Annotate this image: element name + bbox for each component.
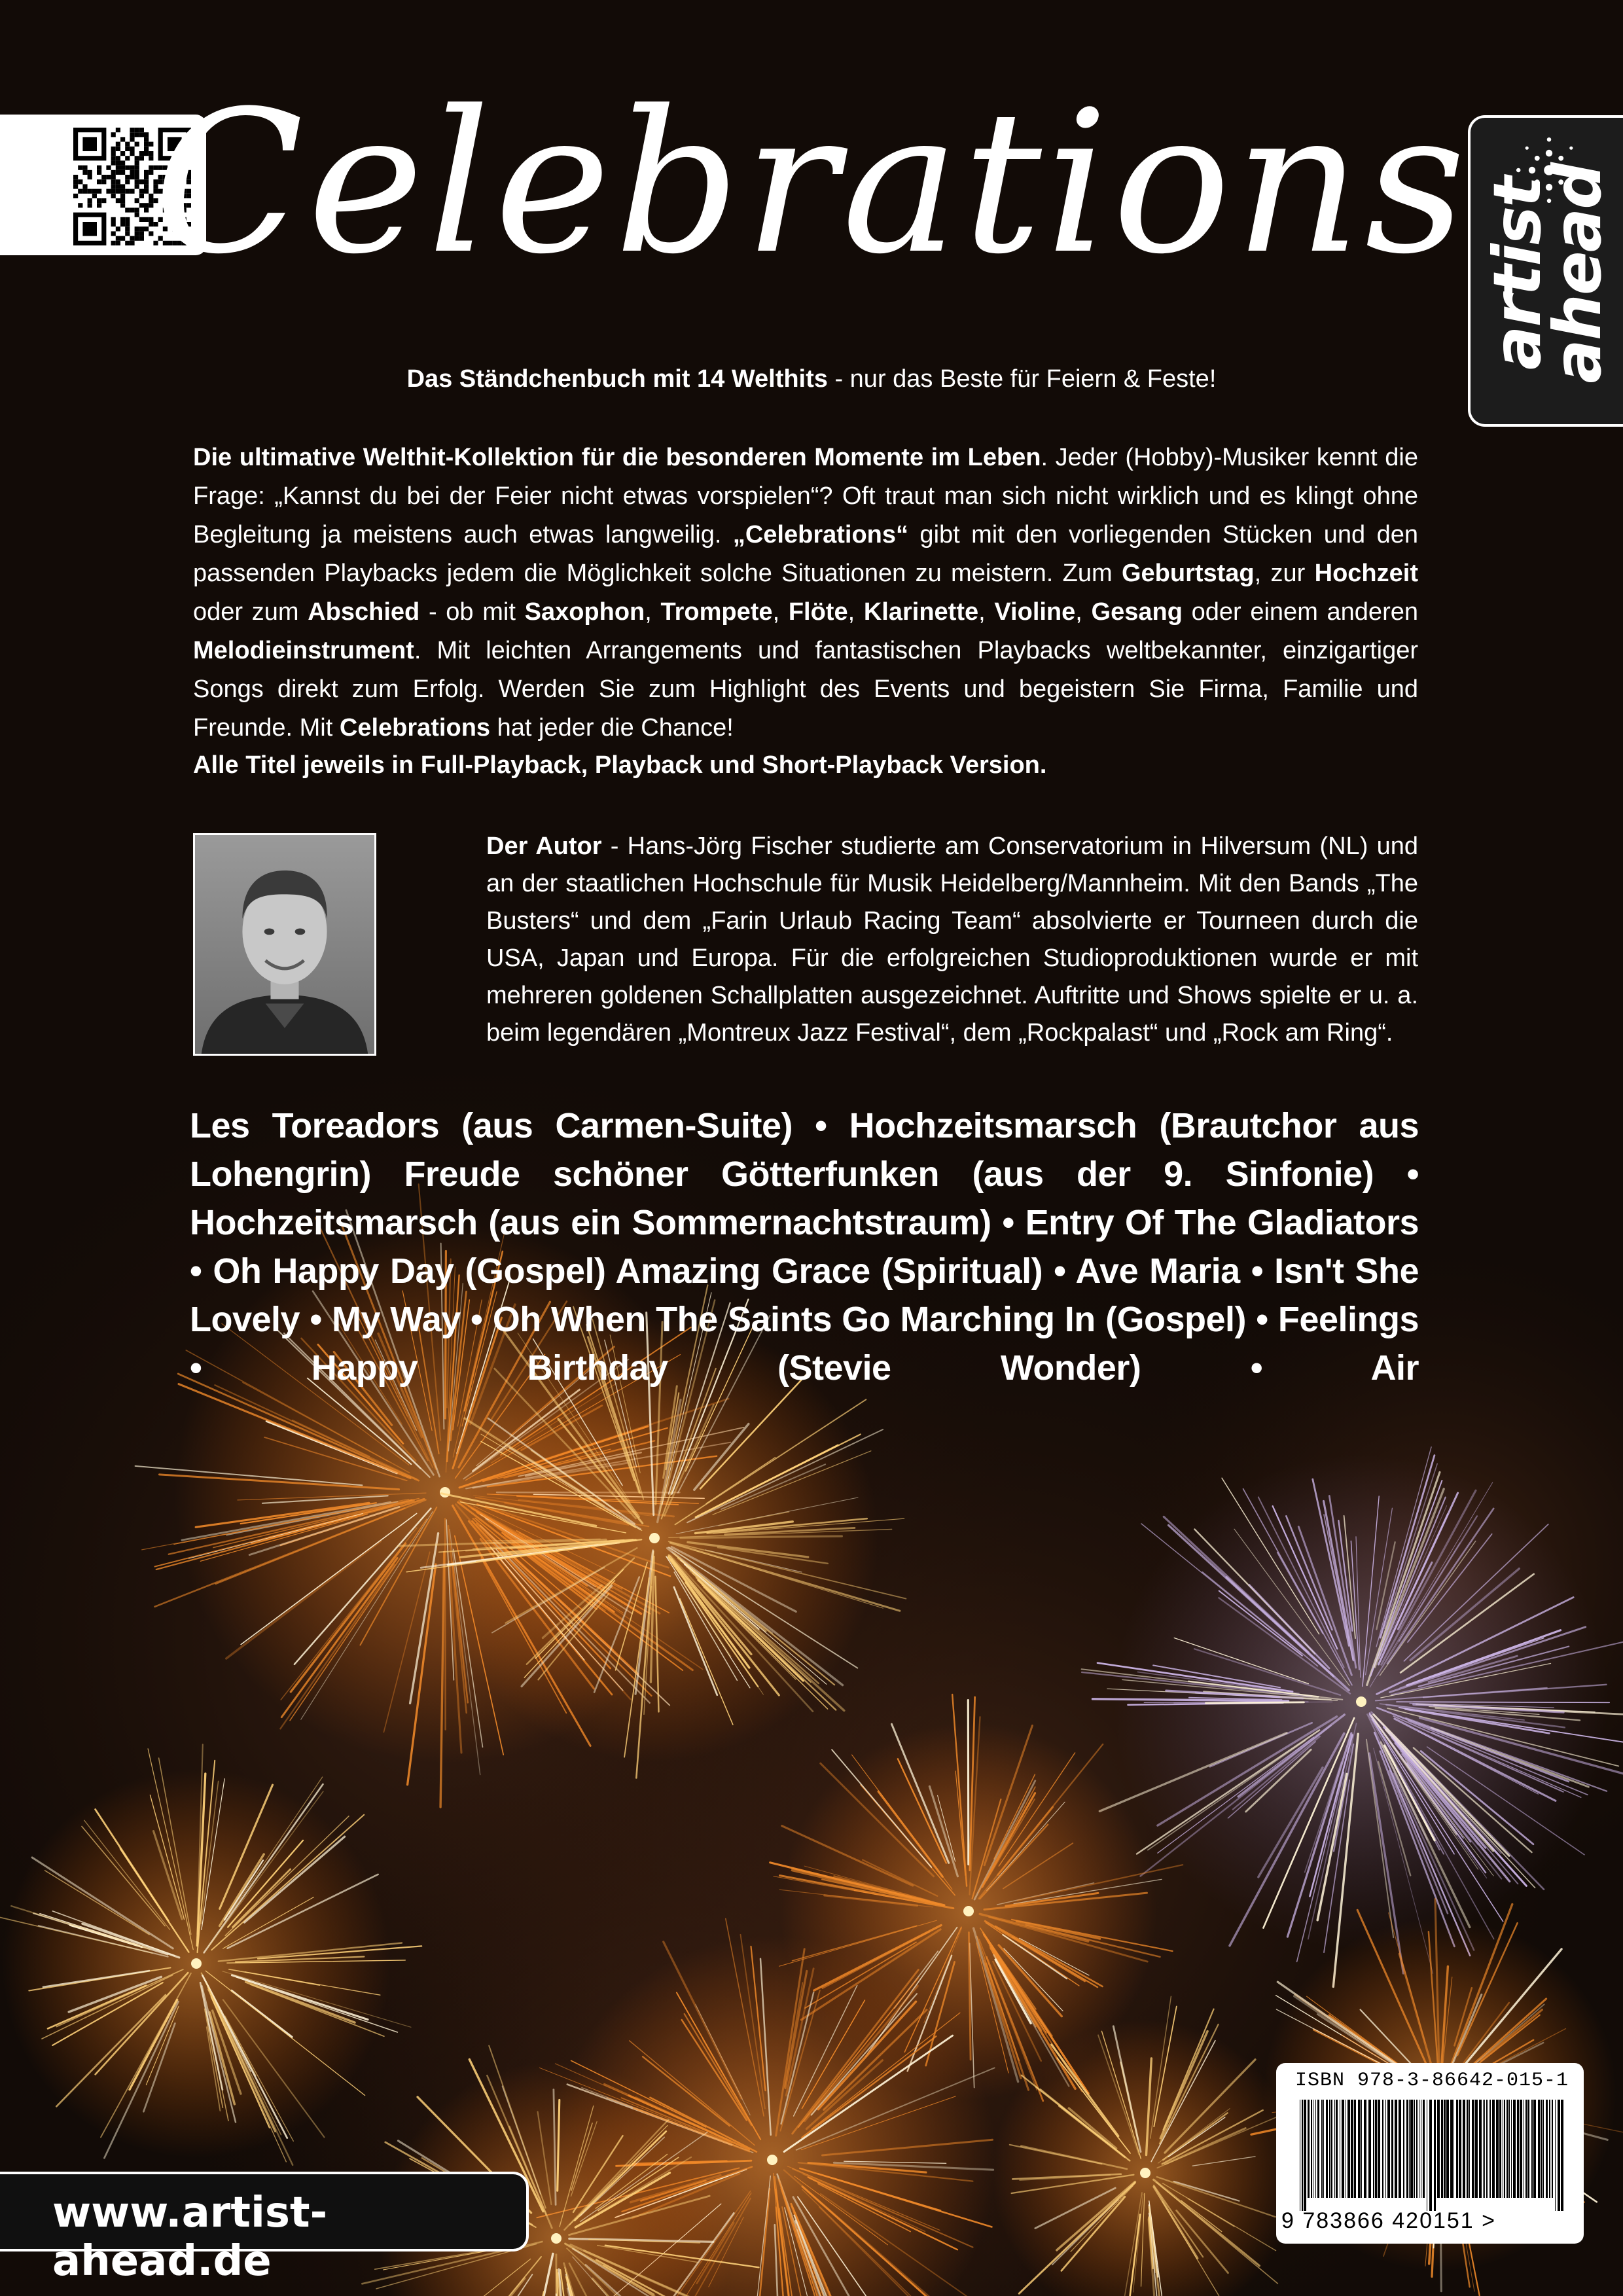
isbn-barcode xyxy=(1276,2063,1584,2244)
website-badge[interactable] xyxy=(0,2172,529,2286)
barcode-bars xyxy=(1294,2100,1568,2211)
logo-line-artist: artist xyxy=(1479,177,1556,370)
author-label: Der Autor xyxy=(486,833,602,860)
playback-note: Alle Titel jeweils in Full-Playback, Playback und Short-Playback Version. xyxy=(193,751,1047,779)
author-photo xyxy=(193,833,376,1056)
website-url[interactable]: www.artist-ahead.de xyxy=(52,2189,328,2286)
author-bio xyxy=(486,828,1418,1052)
ean-digits: 9 783866 420151 > xyxy=(1281,2208,1497,2233)
book-title: Celebrations xyxy=(153,69,1470,297)
author-text: - Hans-Jörg Fischer studierte am Conservatorium in Hilversum (NL) und an der staatlichen Hochschule für Musik Heidelberg/Mannheim. Mit den Bands „The Busters“ und dem „Farin Urlaub Racing Team“ absolvierte er Tourneen durch die USA, Japan und Europa. Für die erfolgreichen Studioproduktionen wurde er mit mehreren goldenen Schallplatten ausgezeichnet. Auftritte und Shows spielte er u. a. beim legendären „Montreux Jazz Festival“, dem „Rockpalast“ und „Rock am Ring“. xyxy=(486,833,1418,1047)
subtitle-rest: - nur das Beste für Feiern & Feste! xyxy=(827,365,1217,393)
description-paragraph: Die ultimative Welthit-Kollektion für die besonderen Momente im Leben. Jeder (Hobby)-Musiker kennt die Frage: „Kannst du bei der Feier nicht etwas vorspielen“? Oft traut man sich nicht wirklich und es klingt ohne Begleitung ja meistens auch etwas langweilig. „Celebrations“ gibt mit den vorliegenden Stücken und den passenden Playbacks jedem die Möglichkeit solche Situationen zu meistern. Zum Geburtstag, zur Hochzeit oder zum Abschied - ob mit Saxophon, Trompete, Flöte, Klarinette, Violine, Gesang oder einem anderen Melodieinstrument. Mit leichten Arrangements und fantastischen Playbacks weltbekannter, einzigartiger Songs direkt zum Erfolg. Werden Sie zum Highlight des Events und begeistern Sie Firma, Familie und Freunde. Mit Celebrations hat jeder die Chance! xyxy=(193,444,1418,742)
book-subtitle xyxy=(0,365,1623,393)
logo-line-ahead: ahead xyxy=(1539,164,1616,384)
song-list: Les Toreadors (aus Carmen-Suite) • Hochzeitsmarsch (Brautchor aus Lohengrin) Freude schöner Götterfunken (aus der 9. Sinfonie) • Hochzeitsmarsch (aus ein Sommernachtstraum) • Entry Of The Gladiators • Oh Happy Day (Gospel) Amazing Grace (Spiritual) • Ave Maria • Isn't She Lovely • My Way • Oh When The Saints Go Marching In (Gospel) • Feelings • Happy Birthday (Stevie Wonder) • Air xyxy=(190,1106,1419,1388)
subtitle-bold: Das Ständchenbuch mit 14 Welthits xyxy=(406,365,828,393)
isbn-number: ISBN 978-3-86642-015-1 xyxy=(1294,2070,1569,2092)
